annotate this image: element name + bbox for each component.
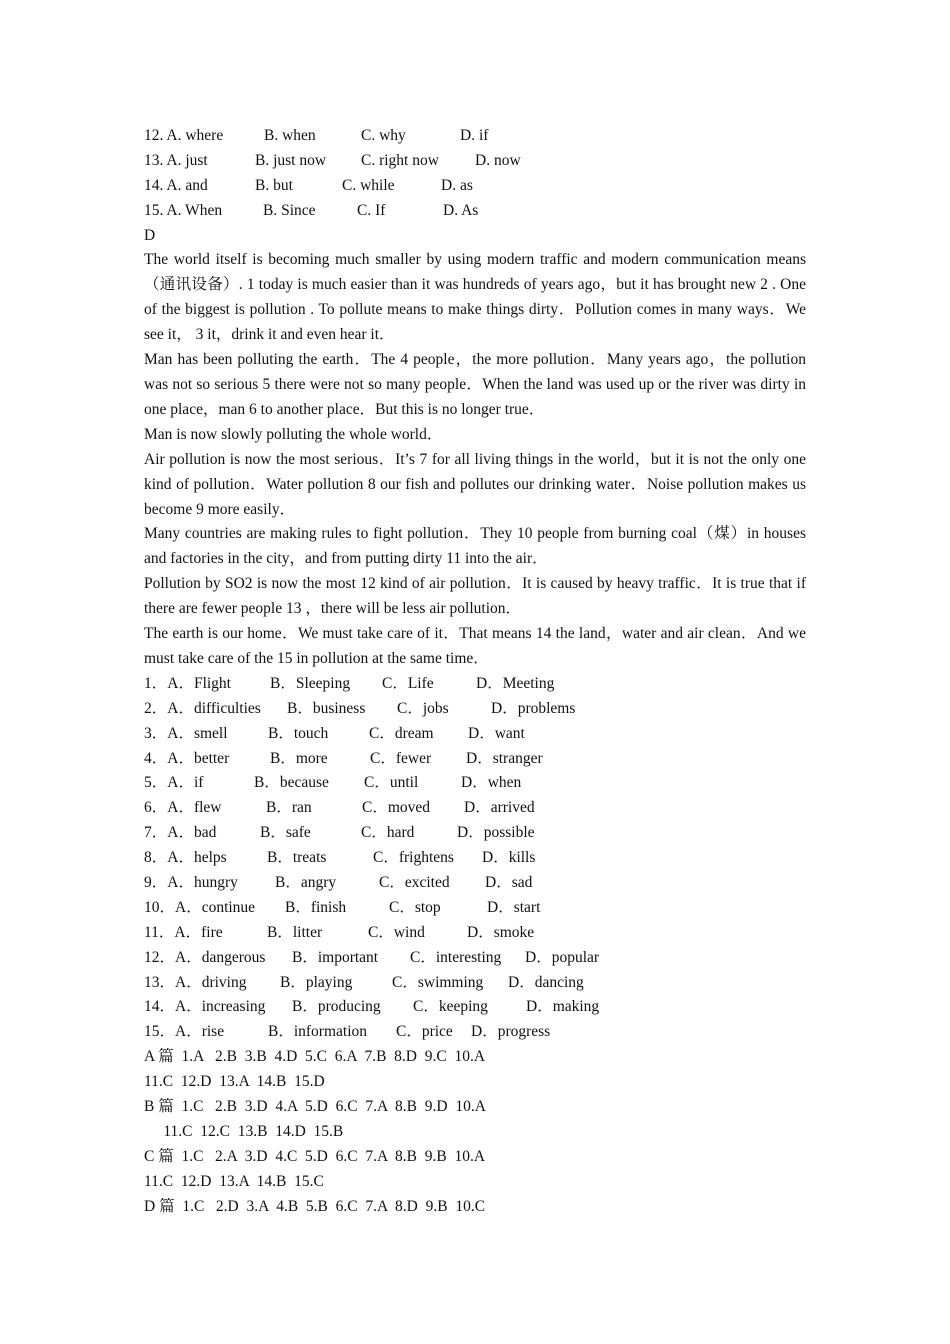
passage-paragraph: Air pollution is now the most serious．It’s 7 for all living things in the world，but it is not the only one kind of pollution．Water pollution 8 our fish and pollutes our drinking water．Noise pollution makes us become 9 more easily．: [144, 450, 806, 518]
question-option: D．problems: [491, 699, 576, 717]
option: B. when: [264, 127, 316, 144]
option: C. why: [361, 127, 406, 144]
question-option: D．sad: [485, 873, 533, 891]
question-option: 10．A．continue: [144, 898, 256, 916]
question-option: C．dream: [369, 724, 434, 742]
question-row: [144, 722, 806, 747]
question-option: 8．A．helps: [144, 849, 227, 867]
answer-key: [144, 1045, 806, 1219]
question-option: C．until: [364, 774, 419, 792]
question-option: C．keeping: [413, 998, 488, 1016]
question-option: B．business: [287, 699, 366, 717]
question-option: B．angry: [275, 873, 337, 891]
question-option: 9．A．hungry: [144, 873, 238, 891]
question-option: B．more: [270, 749, 328, 767]
question-option: D．dancing: [508, 973, 584, 991]
question-option: B．important: [292, 948, 379, 966]
option: 12. A. where: [144, 127, 224, 144]
option: D. as: [441, 176, 473, 194]
question-option: 11．A．fire: [144, 923, 223, 941]
option-row: [144, 174, 806, 199]
question-option: C．wind: [368, 923, 425, 941]
option: D. if: [460, 127, 489, 144]
answer-line: 11.C 12.D 13.A 14.B 15.C: [144, 1172, 324, 1190]
option: B. but: [255, 176, 293, 194]
question-option: 13．A．driving: [144, 973, 247, 991]
option-row: [144, 124, 806, 149]
question-row: [144, 846, 806, 871]
question-option: D．Meeting: [476, 674, 555, 692]
option: 14. A. and: [144, 176, 208, 194]
question-option: C．hard: [361, 824, 415, 842]
answer-line: B 篇 1.C 2.B 3.D 4.A 5.D 6.C 7.A 8.B 9.D 10.A: [144, 1098, 486, 1115]
passage: [144, 248, 806, 671]
question-option: D．arrived: [464, 799, 535, 817]
question-option: C．fewer: [370, 749, 432, 767]
question-option: B．finish: [285, 898, 347, 916]
passage-paragraph: Pollution by SO2 is now the most 12 kind of air pollution．It is caused by heavy traffic．It is true that if there are fewer people 13 ，there will be less air pollution．: [144, 575, 806, 618]
option: 15. A. When: [144, 201, 223, 219]
question-option: B．safe: [260, 824, 311, 842]
question-row: [144, 771, 806, 796]
question-option: C．moved: [362, 799, 431, 817]
question-option: D．when: [461, 774, 522, 792]
option: B. just now: [255, 151, 327, 169]
answer-line: D 篇 1.C 2.D 3.A 4.B 5.B 6.C 7.A 8.D 9.B 10.C: [144, 1197, 486, 1215]
question-option: B．producing: [292, 998, 381, 1016]
question-option: C．frightens: [373, 849, 454, 867]
question-row: [144, 796, 806, 821]
question-row: [144, 896, 806, 921]
question-option: B．Sleeping: [270, 674, 351, 692]
question-option: 6．A．flew: [144, 799, 222, 817]
question-row: [144, 995, 806, 1020]
answer-line: C 篇 1.C 2.A 3.D 4.C 5.D 6.C 7.A 8.B 9.B 10.A: [144, 1147, 486, 1165]
document-page: [144, 124, 806, 1219]
question-row: [144, 821, 806, 846]
option: D. now: [475, 151, 521, 169]
option-row: [144, 149, 806, 174]
option: B. Since: [263, 201, 316, 219]
passage-paragraph: Man is now slowly polluting the whole world．: [144, 425, 443, 443]
option: C. If: [357, 201, 386, 219]
question-option: C．price: [396, 1023, 453, 1041]
passage-paragraph: The world itself is becoming much smaller by using modern traffic and modern communication means（通讯设备）. 1 today is much easier than it was hundreds of years ago，but it has brought new 2 . One of the biggest is pollution . To pollute means to make things dirty．Pollution comes in many ways．We see it， 3 it，drink it and even hear it．: [144, 251, 806, 344]
answer-line: 11.C 12.D 13.A 14.B 15.D: [144, 1073, 325, 1091]
question-option: D．smoke: [467, 923, 535, 941]
question-row: [144, 921, 806, 946]
question-option: C．Life: [382, 674, 434, 692]
question-option: D．possible: [457, 824, 535, 842]
passage-paragraph: Many countries are making rules to fight pollution．They 10 people from burning coal（煤）in houses and factories in the city，and from putting dirty 11 into the air．: [144, 525, 806, 568]
option-row: [144, 199, 806, 224]
answer-line: 11.C 12.C 13.B 14.D 15.B: [144, 1122, 344, 1140]
question-option: B．ran: [266, 799, 312, 817]
question-option: C．swimming: [392, 973, 484, 991]
question-row: [144, 1020, 806, 1045]
question-option: B．litter: [267, 923, 323, 941]
question-option: B．treats: [267, 849, 327, 867]
option: 13. A. just: [144, 151, 208, 169]
section-label: D: [144, 226, 156, 244]
question-option: 14．A．increasing: [144, 998, 266, 1016]
option: D. As: [443, 201, 479, 219]
question-row: [144, 747, 806, 772]
passage-paragraph: Man has been polluting the earth．The 4 people，the more pollution．Many years ago，the pollution was not so serious 5 there were not so many people．When the land was used up or the river was dirty in one place，man 6 to another place．But this is no longer true．: [144, 351, 806, 418]
option: C. while: [342, 176, 395, 194]
previous-options: [144, 124, 806, 224]
question-list: [144, 672, 806, 1045]
question-option: 5．A．if: [144, 774, 204, 792]
question-row: [144, 971, 806, 996]
question-option: 7．A．bad: [144, 824, 217, 842]
question-option: 15．A．rise: [144, 1023, 225, 1041]
question-option: B．because: [254, 774, 329, 792]
question-option: D．start: [487, 898, 541, 916]
answer-line: A 篇 1.A 2.B 3.B 4.D 5.C 6.A 7.B 8.D 9.C 10.A: [144, 1048, 486, 1066]
question-option: B．playing: [280, 973, 353, 991]
question-row: [144, 672, 806, 697]
question-option: D．progress: [471, 1023, 551, 1041]
question-option: D．kills: [482, 849, 536, 867]
question-row: [144, 697, 806, 722]
passage-paragraph: The earth is our home．We must take care of it．That means 14 the land，water and air clean．And we must take care of the 15 in pollution at the same time．: [144, 625, 806, 667]
question-option: D．want: [468, 724, 525, 742]
question-option: B．touch: [268, 724, 329, 742]
question-option: D．stranger: [466, 749, 543, 767]
question-option: C．stop: [389, 898, 441, 916]
question-option: C．excited: [379, 873, 450, 891]
question-option: D．popular: [525, 948, 600, 966]
question-option: D．making: [526, 998, 600, 1016]
question-option: 2．A．difficulties: [144, 699, 261, 717]
question-option: B．information: [268, 1023, 368, 1041]
question-option: 12．A．dangerous: [144, 948, 266, 966]
option: C. right now: [361, 151, 439, 169]
question-option: C．jobs: [397, 699, 449, 717]
question-row: [144, 946, 806, 971]
question-row: [144, 871, 806, 896]
question-option: C．interesting: [410, 948, 502, 966]
question-option: 3．A．smell: [144, 724, 228, 742]
question-option: 1．A．Flight: [144, 674, 231, 692]
question-option: 4．A．better: [144, 749, 230, 767]
